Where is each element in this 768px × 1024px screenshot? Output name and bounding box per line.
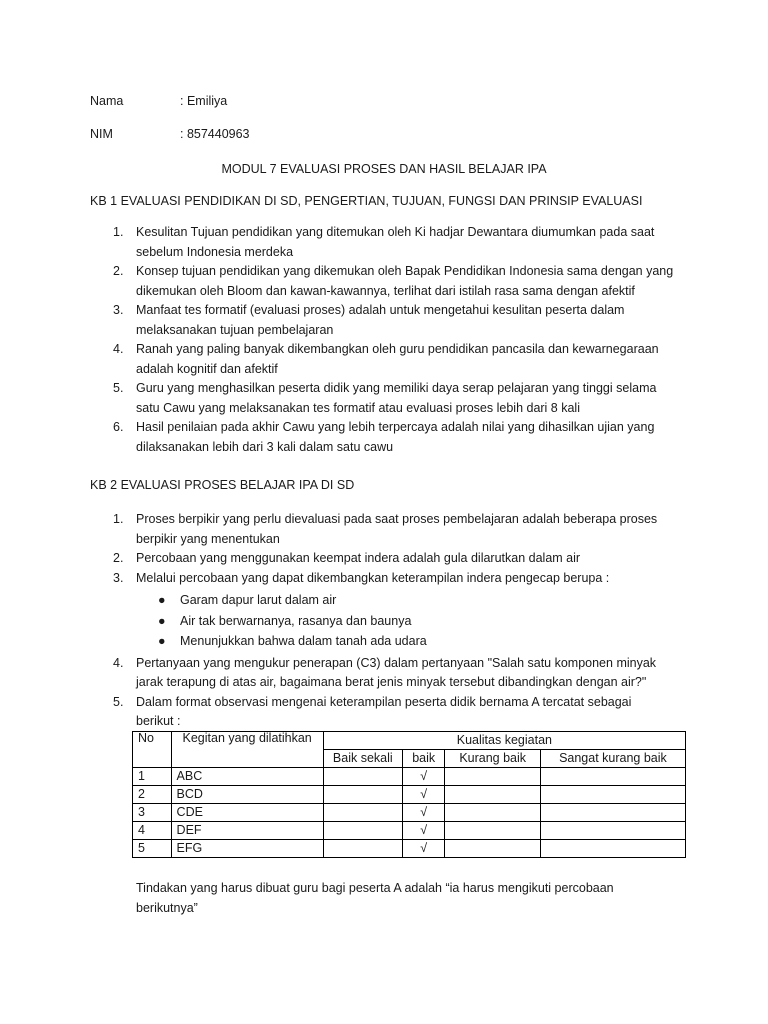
cell-no: 2 bbox=[133, 786, 172, 804]
list-item bbox=[90, 262, 690, 301]
item-text: Ranah yang paling banyak dikembangkan oleh guru pendidikan pancasila dan kewarnegaraan bbox=[136, 342, 659, 356]
item-text: jarak terapung di atas air, bagaimana berat jenis minyak tersebut dibandingkan dengan air?" bbox=[136, 675, 647, 689]
item-text: Hasil penilaian pada akhir Cawu yang lebih terpercaya adalah nilai yang dihasilkan ujian yang bbox=[136, 420, 655, 434]
header-no: No bbox=[133, 732, 172, 768]
kb1-list bbox=[90, 223, 690, 457]
cell-sangat-kurang-baik bbox=[540, 768, 685, 786]
cell-sangat-kurang-baik bbox=[540, 786, 685, 804]
nama-value: : Emiliya bbox=[180, 94, 228, 108]
cell-no: 1 bbox=[133, 768, 172, 786]
item-text: Dalam format observasi mengenai keterampilan peserta didik bernama A tercatat sebagai bbox=[136, 694, 632, 709]
item-text: berikut : bbox=[136, 714, 181, 728]
cell-baik: √ bbox=[402, 822, 445, 840]
item-text: adalah kognitif dan afektif bbox=[136, 361, 278, 376]
bullet-text: Garam dapur larut dalam air bbox=[180, 593, 337, 607]
bullet-icon: ● bbox=[158, 593, 166, 607]
table-header-row bbox=[133, 732, 686, 750]
header-kualitas: Kualitas kegiatan bbox=[323, 732, 685, 750]
cell-baik-sekali bbox=[323, 768, 402, 786]
observation-table bbox=[132, 731, 686, 858]
item-text: Kesulitan Tujuan pendidikan yang ditemukan oleh Ki hadjar Dewantara diumumkan pada saat bbox=[136, 225, 655, 239]
kb2-list bbox=[90, 510, 690, 732]
bullet-text: Air tak berwarnanya, rasanya dan baunya bbox=[180, 613, 412, 628]
cell-kurang-baik bbox=[445, 840, 540, 858]
cell-kegiatan: EFG bbox=[171, 840, 323, 858]
table-row bbox=[133, 840, 686, 858]
item-text: satu Cawu yang melaksanakan tes formatif atau evaluasi proses lebih dari 8 kali bbox=[136, 400, 580, 415]
list-item bbox=[90, 549, 690, 569]
cell-baik: √ bbox=[402, 840, 445, 858]
item-text: Guru yang menghasilkan peserta didik yang memiliki daya serap pelajaran yang tinggi selama bbox=[136, 381, 657, 395]
cell-baik: √ bbox=[402, 768, 445, 786]
header-kurang-baik: Kurang baik bbox=[445, 750, 540, 768]
cell-sangat-kurang-baik bbox=[540, 822, 685, 840]
bullet-item bbox=[136, 631, 690, 652]
item-number: 5. bbox=[113, 694, 124, 709]
cell-no: 3 bbox=[133, 804, 172, 822]
item-text: Melalui percobaan yang dapat dikembangkan keterampilan indera pengecap berupa : bbox=[136, 570, 610, 585]
tindakan-text: berikutnya” bbox=[136, 900, 198, 915]
cell-baik-sekali bbox=[323, 804, 402, 822]
table-row bbox=[133, 804, 686, 822]
cell-baik-sekali bbox=[323, 840, 402, 858]
header-baik: baik bbox=[402, 750, 445, 768]
item-number: 1. bbox=[113, 512, 124, 526]
cell-no: 5 bbox=[133, 840, 172, 858]
list-item bbox=[90, 693, 690, 732]
cell-kegiatan: BCD bbox=[171, 786, 323, 804]
cell-kurang-baik bbox=[445, 786, 540, 804]
item-text: melaksanakan tujuan pembelajaran bbox=[136, 322, 334, 337]
table-row bbox=[133, 822, 686, 840]
list-item bbox=[90, 569, 690, 652]
nim-value: : 857440963 bbox=[180, 127, 250, 141]
cell-sangat-kurang-baik bbox=[540, 840, 685, 858]
item-number: 4. bbox=[113, 342, 124, 356]
item-number: 6. bbox=[113, 420, 124, 434]
item-text: Konsep tujuan pendidikan yang dikemukan oleh Bapak Pendidikan Indonesia sama dengan yang bbox=[136, 264, 674, 278]
cell-baik-sekali bbox=[323, 822, 402, 840]
item-number: 5. bbox=[113, 381, 124, 395]
item-text: Proses berpikir yang perlu dievaluasi pada saat proses pembelajaran adalah beberapa proses bbox=[136, 512, 658, 526]
cell-kegiatan: CDE bbox=[171, 804, 323, 822]
item-number: 2. bbox=[113, 264, 124, 278]
cell-baik: √ bbox=[402, 786, 445, 804]
cell-kegiatan: ABC bbox=[171, 768, 323, 786]
cell-sangat-kurang-baik bbox=[540, 804, 685, 822]
list-item bbox=[90, 418, 690, 457]
header-baik-sekali: Baik sekali bbox=[323, 750, 402, 768]
cell-baik-sekali bbox=[323, 786, 402, 804]
header-kegiatan: Kegitan yang dilatihkan bbox=[171, 732, 323, 768]
document-title: MODUL 7 EVALUASI PROSES DAN HASIL BELAJAR IPA bbox=[221, 162, 547, 176]
cell-kurang-baik bbox=[445, 804, 540, 822]
bullet-list bbox=[136, 590, 690, 652]
item-text: Percobaan yang menggunakan keempat indera adalah gula dilarutkan dalam air bbox=[136, 551, 581, 565]
list-item bbox=[90, 379, 690, 418]
bullet-item bbox=[136, 611, 690, 632]
item-number: 2. bbox=[113, 551, 124, 565]
item-text: dilaksanakan lebih dari 3 kali dalam satu cawu bbox=[136, 439, 394, 454]
item-text: dikemukan oleh Bloom dan kawan-kawannya, terlihat dari istilah rasa sama dengan afektif bbox=[136, 283, 635, 298]
list-item bbox=[90, 223, 690, 262]
bullet-icon: ● bbox=[158, 613, 166, 628]
table-row bbox=[133, 786, 686, 804]
list-item bbox=[90, 301, 690, 340]
item-text: Pertanyaan yang mengukur penerapan (C3) dalam pertanyaan "Salah satu komponen minyak bbox=[136, 655, 657, 670]
item-number: 1. bbox=[113, 225, 124, 239]
item-text: berpikir yang menentukan bbox=[136, 531, 280, 546]
list-item bbox=[90, 654, 690, 693]
bullet-text: Menunjukkan bahwa dalam tanah ada udara bbox=[180, 634, 427, 648]
item-number: 3. bbox=[113, 303, 124, 317]
cell-no: 4 bbox=[133, 822, 172, 840]
kb2-heading: KB 2 EVALUASI PROSES BELAJAR IPA DI SD bbox=[90, 478, 355, 492]
cell-kurang-baik bbox=[445, 822, 540, 840]
item-number: 4. bbox=[113, 655, 124, 670]
nama-label: Nama bbox=[90, 94, 124, 108]
cell-kurang-baik bbox=[445, 768, 540, 786]
cell-baik: √ bbox=[402, 804, 445, 822]
tindakan-paragraph bbox=[136, 879, 696, 918]
list-item bbox=[90, 510, 690, 549]
item-text: Manfaat tes formatif (evaluasi proses) adalah untuk mengetahui kesulitan peserta dalam bbox=[136, 303, 625, 317]
item-number: 3. bbox=[113, 570, 124, 585]
nim-label: NIM bbox=[90, 127, 113, 141]
kb1-heading: KB 1 EVALUASI PENDIDIKAN DI SD, PENGERTIAN, TUJUAN, FUNGSI DAN PRINSIP EVALUASI bbox=[90, 194, 643, 208]
header-sangat-kurang-baik: Sangat kurang baik bbox=[540, 750, 685, 768]
list-item bbox=[90, 340, 690, 379]
table-row bbox=[133, 768, 686, 786]
tindakan-text: Tindakan yang harus dibuat guru bagi peserta A adalah “ia harus mengikuti percobaan bbox=[136, 881, 614, 895]
item-text: sebelum Indonesia merdeka bbox=[136, 244, 294, 259]
bullet-icon: ● bbox=[158, 634, 166, 648]
bullet-item bbox=[136, 590, 690, 611]
cell-kegiatan: DEF bbox=[171, 822, 323, 840]
